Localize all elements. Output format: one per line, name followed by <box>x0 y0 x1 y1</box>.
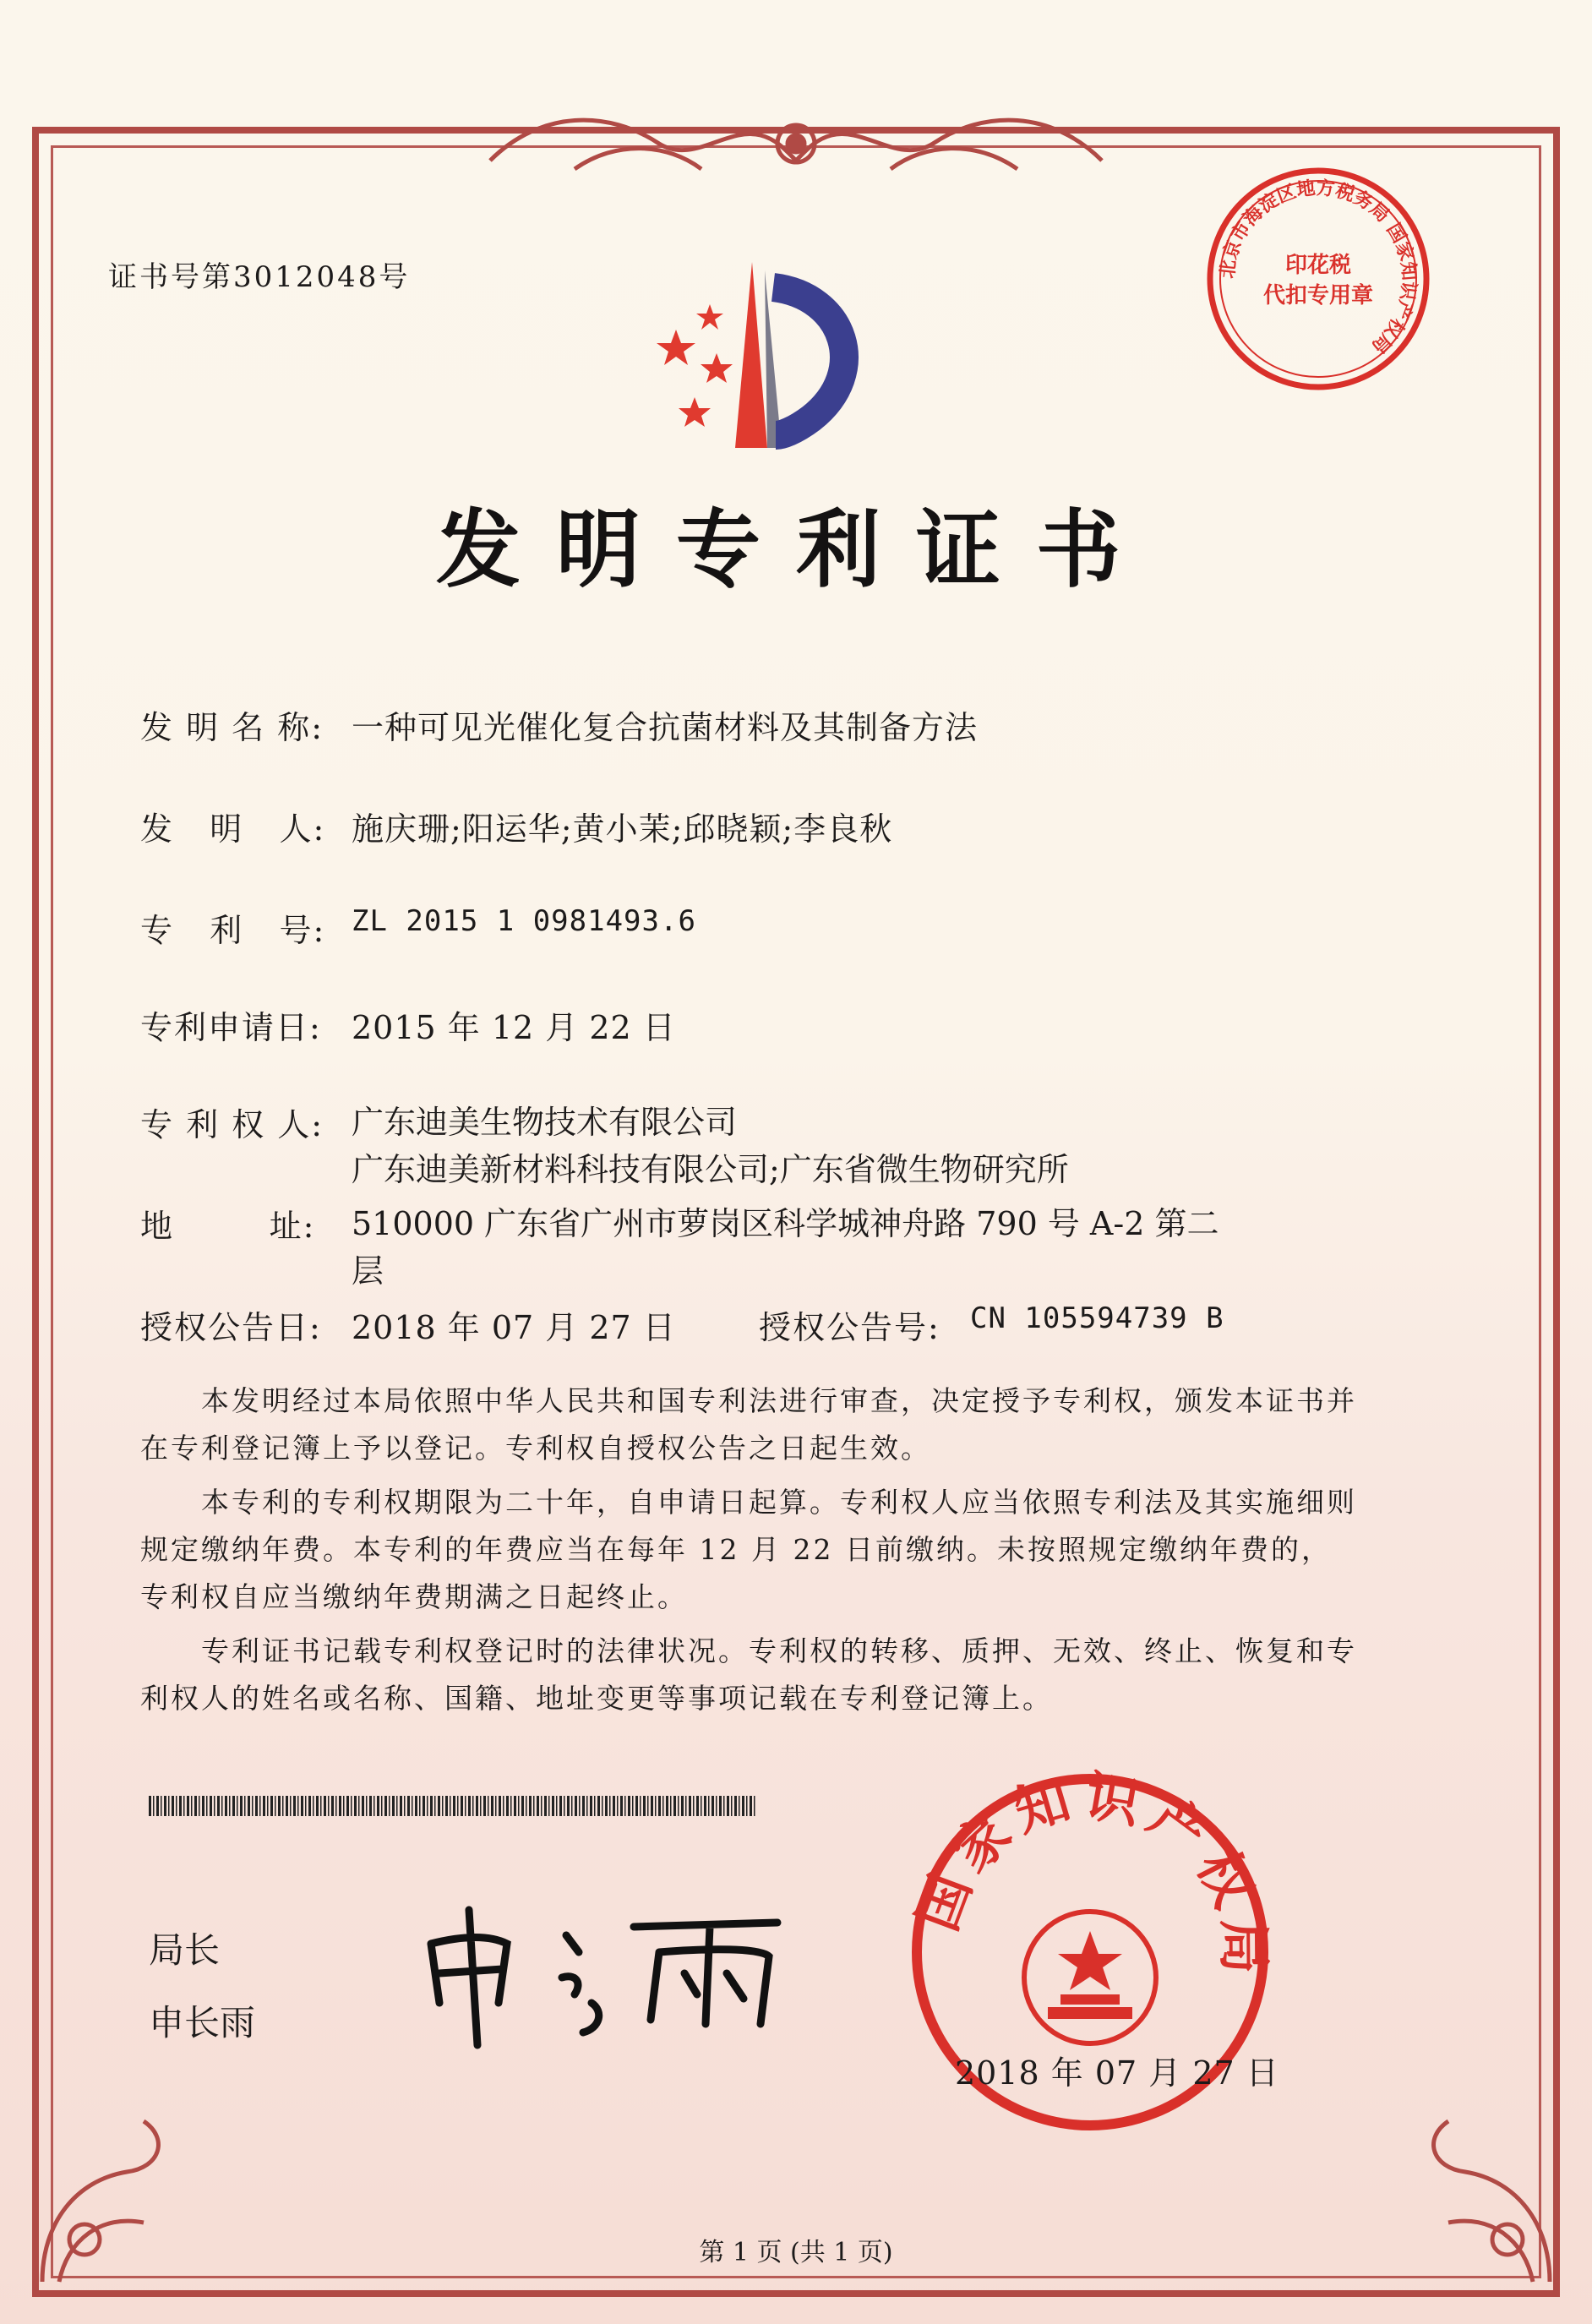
director-signature <box>406 1876 794 2054</box>
statement-paragraph-2: 本专利的专利权期限为二十年，自申请日起算。专利权人应当依照专利法及其实施细则规定缴纳年费。本专利的年费应当在每年 12 月 22 日前缴纳。未按照规定缴纳年费的，专利权自应当缴纳年费期满之日起终止。 <box>140 1486 1357 1613</box>
field-label: 专 利 号: <box>140 912 326 949</box>
field-value: 2015 年 12 月 22 日 <box>352 1009 676 1046</box>
certificate-statement <box>140 1377 1357 1729</box>
field-value: CN 105594739 B <box>970 1301 1224 1335</box>
tax-seal-center-line2: 代扣专用章 <box>1262 283 1374 308</box>
barcode <box>149 1796 757 1816</box>
field-application-date <box>140 1001 676 1048</box>
field-grant-date <box>140 1301 676 1348</box>
top-ornament <box>473 93 1119 194</box>
seal-date: 2018 年 07 月 27 日 <box>955 2054 1279 2092</box>
cnipa-logo-icon <box>625 254 879 456</box>
field-inventors <box>140 803 892 849</box>
field-label: 发 明 名 称: <box>140 709 324 746</box>
field-value: 施庆珊;阳运华;黄小茉;邱晓颖;李良秋 <box>352 810 893 848</box>
field-patentee <box>140 1099 1069 1193</box>
director-block <box>149 1923 255 2068</box>
field-label: 专 利 权 人: <box>140 1106 324 1143</box>
field-grant-number <box>759 1301 1224 1348</box>
field-invention-name <box>140 701 978 748</box>
statement-paragraph-3: 专利证书记载专利权登记时的法律状况。专利权的转移、质押、无效、终止、恢复和专利权人的姓名或名称、国籍、地址变更等事项记载在专利登记簿上。 <box>140 1634 1357 1715</box>
field-label: 授权公告号: <box>759 1309 940 1346</box>
address-line-1: 510000 广东省广州市萝岗区科学城神舟路 790 号 A-2 第二 <box>352 1205 1219 1242</box>
tax-seal-stamp <box>1200 161 1437 397</box>
field-label: 地 址: <box>140 1208 316 1245</box>
field-label: 发 明 人: <box>140 810 326 848</box>
patentee-line-2: 广东迪美新材料科技有限公司;广东省微生物研究所 <box>352 1151 1069 1188</box>
field-label: 专利申请日: <box>140 1009 322 1046</box>
tax-seal-ring-text: 北京市海淀区地方税务局 国家知识产权局 <box>1216 177 1420 358</box>
director-name: 申长雨 <box>149 2002 256 2043</box>
statement-paragraph-1: 本发明经过本局依照中华人民共和国专利法进行审查，决定授予专利权，颁发本证书并在专利登记簿上予以登记。专利权自授权公告之日起生效。 <box>140 1384 1357 1465</box>
field-patent-number <box>140 904 696 951</box>
field-address <box>140 1200 1219 1295</box>
patentee-line-1: 广东迪美生物技术有限公司 <box>352 1104 738 1141</box>
director-title: 局长 <box>149 1929 221 1971</box>
page-footer: 第 1 页 (共 1 页) <box>699 2238 893 2267</box>
address-line-2: 层 <box>352 1252 384 1290</box>
field-label: 授权公告日: <box>140 1309 322 1346</box>
certificate-number: 证书号第3012048号 <box>108 260 411 294</box>
seal-ring-text: 国家知识产权局 <box>905 1766 1276 1983</box>
tax-seal-center-line1: 印花税 <box>1284 253 1352 278</box>
field-value: 2018 年 07 月 27 日 <box>352 1309 676 1346</box>
field-value: 一种可见光催化复合抗菌材料及其制备方法 <box>352 709 979 746</box>
certificate-title: 发明专利证书 <box>436 500 1156 599</box>
field-value: ZL 2015 1 0981493.6 <box>352 904 696 938</box>
